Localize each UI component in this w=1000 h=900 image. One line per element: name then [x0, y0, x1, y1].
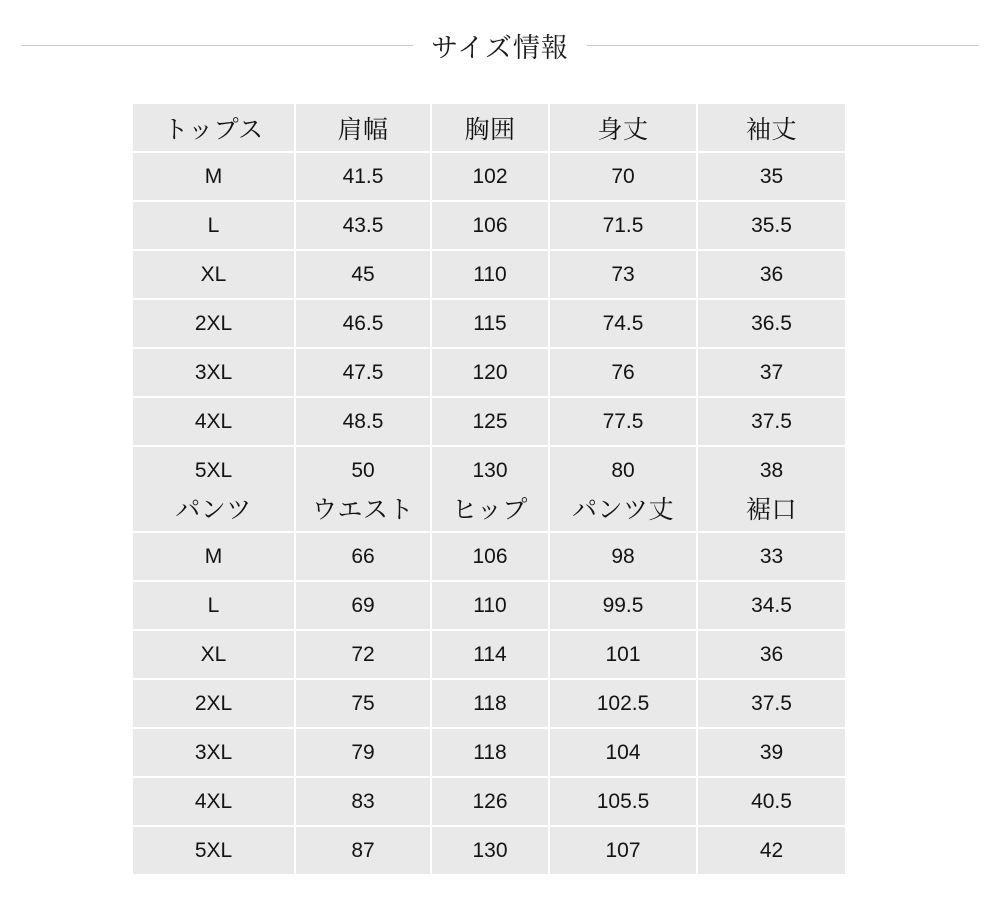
measure-value: 42 — [697, 826, 845, 874]
size-label: L — [133, 581, 295, 630]
measure-value: 105.5 — [549, 777, 697, 826]
size-label: 4XL — [133, 397, 295, 446]
measure-value: 36 — [697, 250, 845, 299]
measure-value: 50 — [295, 446, 431, 494]
measure-value: 72 — [295, 630, 431, 679]
table-row — [133, 201, 845, 250]
measure-value: 99.5 — [549, 581, 697, 630]
measure-value: 125 — [431, 397, 549, 446]
table-row — [133, 630, 845, 679]
measure-value: 77.5 — [549, 397, 697, 446]
measure-value: 118 — [431, 679, 549, 728]
page-title: サイズ情報 — [431, 33, 569, 63]
measure-value: 102.5 — [549, 679, 697, 728]
size-label: 5XL — [133, 446, 295, 494]
measure-value: 47.5 — [295, 348, 431, 397]
table-row — [133, 348, 845, 397]
table-row — [133, 250, 845, 299]
measure-value: 126 — [431, 777, 549, 826]
measure-value: 36.5 — [697, 299, 845, 348]
tops-size-table-wrapper — [133, 104, 845, 494]
column-header: 袖丈 — [697, 104, 845, 152]
measure-value: 43.5 — [295, 201, 431, 250]
measure-value: 115 — [431, 299, 549, 348]
size-label: 2XL — [133, 679, 295, 728]
measure-value: 101 — [549, 630, 697, 679]
measure-value: 40.5 — [697, 777, 845, 826]
table-row — [133, 299, 845, 348]
measure-value: 37 — [697, 348, 845, 397]
size-label: M — [133, 152, 295, 201]
table-row — [133, 581, 845, 630]
column-header: ウエスト — [295, 484, 431, 532]
size-label: 2XL — [133, 299, 295, 348]
measure-value: 83 — [295, 777, 431, 826]
measure-value: 87 — [295, 826, 431, 874]
column-header: ヒップ — [431, 484, 549, 532]
measure-value: 110 — [431, 581, 549, 630]
page-title-row — [0, 26, 1000, 65]
tops-size-table — [133, 104, 845, 494]
measure-value: 33 — [697, 532, 845, 581]
measure-value: 46.5 — [295, 299, 431, 348]
measure-value: 38 — [697, 446, 845, 494]
measure-value: 48.5 — [295, 397, 431, 446]
size-label: XL — [133, 250, 295, 299]
measure-value: 79 — [295, 728, 431, 777]
size-label: XL — [133, 630, 295, 679]
measure-value: 80 — [549, 446, 697, 494]
size-label: L — [133, 201, 295, 250]
measure-value: 35 — [697, 152, 845, 201]
measure-value: 41.5 — [295, 152, 431, 201]
measure-value: 69 — [295, 581, 431, 630]
table-row — [133, 826, 845, 874]
size-label: 3XL — [133, 348, 295, 397]
measure-value: 104 — [549, 728, 697, 777]
measure-value: 73 — [549, 250, 697, 299]
measure-value: 106 — [431, 532, 549, 581]
measure-value: 106 — [431, 201, 549, 250]
measure-value: 75 — [295, 679, 431, 728]
table-row — [133, 152, 845, 201]
measure-value: 74.5 — [549, 299, 697, 348]
table-header-row — [133, 484, 845, 532]
table-header-row — [133, 104, 845, 152]
column-header: トップス — [133, 104, 295, 152]
column-header: 裾口 — [697, 484, 845, 532]
table-row — [133, 777, 845, 826]
size-label: 5XL — [133, 826, 295, 874]
measure-value: 98 — [549, 532, 697, 581]
measure-value: 110 — [431, 250, 549, 299]
table-row — [133, 532, 845, 581]
measure-value: 118 — [431, 728, 549, 777]
column-header: 胸囲 — [431, 104, 549, 152]
measure-value: 34.5 — [697, 581, 845, 630]
pants-size-table-wrapper — [133, 484, 845, 874]
measure-value: 37.5 — [697, 679, 845, 728]
measure-value: 120 — [431, 348, 549, 397]
column-header: パンツ — [133, 484, 295, 532]
measure-value: 130 — [431, 826, 549, 874]
measure-value: 76 — [549, 348, 697, 397]
title-divider-left — [22, 45, 413, 46]
table-row — [133, 397, 845, 446]
table-row — [133, 679, 845, 728]
title-divider-right — [587, 45, 978, 46]
size-label: M — [133, 532, 295, 581]
measure-value: 45 — [295, 250, 431, 299]
size-label: 3XL — [133, 728, 295, 777]
column-header: 身丈 — [549, 104, 697, 152]
measure-value: 107 — [549, 826, 697, 874]
table-row — [133, 728, 845, 777]
measure-value: 35.5 — [697, 201, 845, 250]
measure-value: 66 — [295, 532, 431, 581]
measure-value: 36 — [697, 630, 845, 679]
size-label: 4XL — [133, 777, 295, 826]
measure-value: 71.5 — [549, 201, 697, 250]
measure-value: 102 — [431, 152, 549, 201]
column-header: 肩幅 — [295, 104, 431, 152]
measure-value: 70 — [549, 152, 697, 201]
measure-value: 39 — [697, 728, 845, 777]
measure-value: 114 — [431, 630, 549, 679]
measure-value: 37.5 — [697, 397, 845, 446]
measure-value: 130 — [431, 446, 549, 494]
pants-size-table — [133, 484, 845, 874]
column-header: パンツ丈 — [549, 484, 697, 532]
